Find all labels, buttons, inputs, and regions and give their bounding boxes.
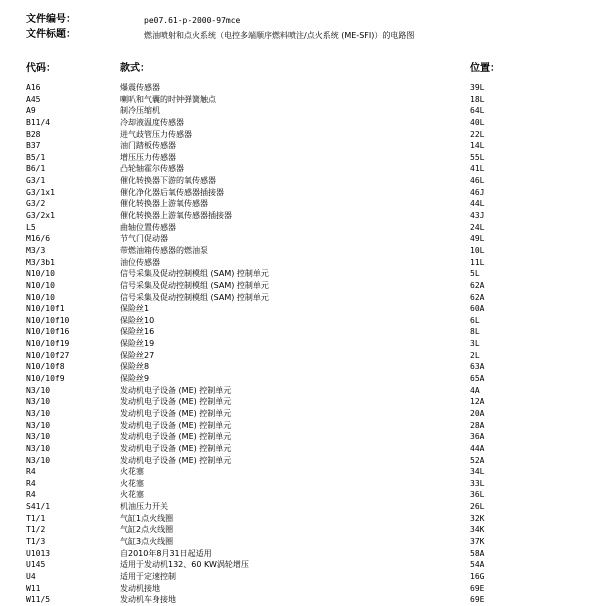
table-row <box>0 326 602 338</box>
component-code: N10/10f1 <box>26 304 65 314</box>
table-row <box>0 257 602 269</box>
component-code: T1/2 <box>26 525 46 535</box>
table-row <box>0 82 602 94</box>
component-position: 22L <box>470 129 485 139</box>
component-position: 69E <box>470 583 485 593</box>
component-description: 火花塞 <box>120 478 144 488</box>
component-description: 保险丝10 <box>120 315 155 325</box>
component-position: 46J <box>470 187 485 197</box>
component-description: 发动机电子设备 (ME) 控制单元 <box>120 385 232 395</box>
component-code: N10/10f27 <box>26 350 70 360</box>
table-row <box>0 292 602 304</box>
component-description: 气缸3点火线圈 <box>120 536 174 546</box>
component-description: 制冷压缩机 <box>120 106 160 116</box>
desc-column-header: 款式： <box>120 63 150 74</box>
component-code: B6/1 <box>26 164 46 174</box>
component-description: 催化转换器上游氧传感器插接器 <box>120 211 232 221</box>
component-position: 4A <box>470 385 480 395</box>
component-description: 发动机电子设备 (ME) 控制单元 <box>120 397 232 407</box>
component-code: B11/4 <box>26 117 51 127</box>
component-position: 49L <box>470 234 485 244</box>
table-row <box>0 501 602 513</box>
component-description: 自2010年8月31日起适用 <box>120 548 212 558</box>
component-description: 发动机接地 <box>120 583 160 593</box>
component-description: 发动机电子设备 (ME) 控制单元 <box>120 420 232 430</box>
component-code: B28 <box>26 129 41 139</box>
component-position: 2L <box>470 350 480 360</box>
table-row <box>0 489 602 501</box>
component-position: 37K <box>470 536 485 546</box>
table-row <box>0 385 602 397</box>
table-row <box>0 594 602 606</box>
component-code: S41/1 <box>26 502 51 512</box>
component-position: 60A <box>470 304 485 314</box>
component-position: 12A <box>470 397 485 407</box>
component-code: A16 <box>26 83 41 92</box>
component-code: U4 <box>26 571 36 581</box>
component-code: R4 <box>26 467 36 477</box>
component-description: 发动机车身接地 <box>120 595 176 605</box>
component-position: 3L <box>470 339 480 349</box>
component-code: B5/1 <box>26 152 46 162</box>
component-description: 火花塞 <box>120 490 144 500</box>
component-description: 保险丝9 <box>120 374 150 384</box>
component-position: 16G <box>470 571 485 581</box>
component-position: 54A <box>470 560 485 570</box>
table-row <box>0 187 602 199</box>
component-description: 爆震传感器 <box>120 83 160 92</box>
component-position: 44A <box>470 443 485 453</box>
table-row <box>0 117 602 129</box>
component-description: 气缸1点火线圈 <box>120 513 174 523</box>
table-row <box>0 175 602 187</box>
table-row <box>0 396 602 408</box>
component-code: A9 <box>26 106 36 116</box>
component-code: G3/1x1 <box>26 187 55 197</box>
component-code: N10/10f8 <box>26 362 65 372</box>
table-row <box>0 466 602 478</box>
component-position: 34L <box>470 467 485 477</box>
component-description: 发动机电子设备 (ME) 控制单元 <box>120 443 232 453</box>
component-position: 26L <box>470 502 485 512</box>
table-row <box>0 548 602 560</box>
component-position: 32K <box>470 513 485 523</box>
table-row <box>0 233 602 245</box>
component-code: W11/5 <box>26 595 51 605</box>
component-description: 信号采集及促动控制模组 (SAM) 控制单元 <box>120 292 269 302</box>
table-row <box>0 140 602 152</box>
table-row <box>0 315 602 327</box>
table-row <box>0 105 602 117</box>
table-row <box>0 94 602 106</box>
component-position: 52A <box>470 455 485 465</box>
table-row <box>0 559 602 571</box>
component-description: 机油压力开关 <box>120 502 168 512</box>
component-description: 发动机电子设备 (ME) 控制单元 <box>120 432 232 442</box>
component-code: M3/3 <box>26 245 46 255</box>
table-row <box>0 455 602 467</box>
component-code: N3/10 <box>26 385 51 395</box>
table-row <box>0 245 602 257</box>
component-position: 8L <box>470 327 480 337</box>
component-position: 33L <box>470 478 485 488</box>
component-position: 46L <box>470 176 485 186</box>
component-code: N10/10 <box>26 269 55 279</box>
component-code: N10/10f19 <box>26 339 70 349</box>
component-description: 催化净化器后氧传感器插接器 <box>120 187 224 197</box>
doc-number-label: 文件编号： <box>26 14 76 25</box>
component-description: 发动机电子设备 (ME) 控制单元 <box>120 455 232 465</box>
component-code: N3/10 <box>26 420 51 430</box>
component-description: 保险丝8 <box>120 362 150 372</box>
component-description: 冷却液温度传感器 <box>120 117 184 127</box>
table-row <box>0 210 602 222</box>
component-code: T1/1 <box>26 513 46 523</box>
component-code: G3/2x1 <box>26 211 55 221</box>
component-description: 催化转换器上游氧传感器 <box>120 199 208 209</box>
component-code: N10/10f16 <box>26 327 70 337</box>
table-row <box>0 420 602 432</box>
component-description: 气缸2点火线圈 <box>120 525 174 535</box>
component-position: 20A <box>470 408 485 418</box>
table-row <box>0 268 602 280</box>
component-position: 5L <box>470 269 480 279</box>
component-code: N10/10 <box>26 280 55 290</box>
table-row <box>0 129 602 141</box>
component-position: 39L <box>470 83 485 92</box>
component-position: 36L <box>470 490 485 500</box>
component-position: 11L <box>470 257 485 267</box>
component-description: 油门踏板传感器 <box>120 141 176 151</box>
component-code: N10/10f10 <box>26 315 70 325</box>
component-position: 36A <box>470 432 485 442</box>
component-description: 进气歧管压力传感器 <box>120 129 192 139</box>
component-position: 65A <box>470 374 485 384</box>
doc-title-label: 文件标题： <box>26 29 76 40</box>
component-code: U1013 <box>26 548 51 558</box>
component-description: 适用于发动机132、60 KW涡轮增压 <box>120 560 249 570</box>
component-description: 保险丝16 <box>120 327 155 337</box>
component-code: N10/10 <box>26 292 55 302</box>
component-position: 34K <box>470 525 485 535</box>
component-description: 催化转换器下游的氧传感器 <box>120 176 216 186</box>
component-code: N10/10f9 <box>26 374 65 384</box>
table-row <box>0 583 602 595</box>
component-code: M16/6 <box>26 234 51 244</box>
component-code: R4 <box>26 490 36 500</box>
table-row <box>0 536 602 548</box>
component-description: 凸轮轴霍尔传感器 <box>120 164 184 174</box>
component-position: 44L <box>470 199 485 209</box>
component-code: B37 <box>26 141 41 151</box>
table-row <box>0 163 602 175</box>
table-row <box>0 524 602 536</box>
component-position: 62A <box>470 280 485 290</box>
table-row <box>0 478 602 490</box>
component-code: R4 <box>26 478 36 488</box>
component-description: 带燃油箱传感器的燃油泵 <box>120 245 208 255</box>
component-description: 节气门促动器 <box>120 234 168 244</box>
table-row <box>0 408 602 420</box>
table-row <box>0 280 602 292</box>
code-column-header: 代码： <box>26 63 56 74</box>
doc-title-value: 燃油喷射和点火系统（电控多端顺序燃料喷注/点火系统 (ME-SFI)）的电路图 <box>144 31 415 40</box>
component-position: 18L <box>470 94 485 104</box>
table-row <box>0 338 602 350</box>
component-code: N3/10 <box>26 443 51 453</box>
component-code: A45 <box>26 94 41 104</box>
component-code: M3/3b1 <box>26 257 55 267</box>
table-row <box>0 222 602 234</box>
component-code: L5 <box>26 222 36 232</box>
table-row <box>0 198 602 210</box>
component-code: G3/2 <box>26 199 46 209</box>
doc-number-value: pe07.61-p-2000-97mce <box>144 16 241 25</box>
component-code: N3/10 <box>26 397 51 407</box>
component-code: U145 <box>26 560 46 570</box>
component-code: G3/1 <box>26 176 46 186</box>
component-description: 火花塞 <box>120 467 144 477</box>
component-position: 24L <box>470 222 485 232</box>
table-row <box>0 361 602 373</box>
component-code: N3/10 <box>26 432 51 442</box>
component-position: 41L <box>470 164 485 174</box>
component-position: 40L <box>470 117 485 127</box>
component-position: 64L <box>470 106 485 116</box>
component-description: 信号采集及促动控制模组 (SAM) 控制单元 <box>120 280 269 290</box>
component-position: 28A <box>470 420 485 430</box>
pos-column-header: 位置： <box>470 63 500 74</box>
component-description: 油位传感器 <box>120 257 160 267</box>
component-code: N3/10 <box>26 455 51 465</box>
component-position: 55L <box>470 152 485 162</box>
component-description: 曲轴位置传感器 <box>120 222 176 232</box>
component-description: 信号采集及促动控制模组 (SAM) 控制单元 <box>120 269 269 279</box>
component-description: 增压压力传感器 <box>120 152 176 162</box>
table-row <box>0 431 602 443</box>
component-description: 适用于定速控制 <box>120 571 176 581</box>
table-row <box>0 373 602 385</box>
component-code: W11 <box>26 583 41 593</box>
component-position: 62A <box>470 292 485 302</box>
component-code: T1/3 <box>26 536 46 546</box>
component-description: 保险丝19 <box>120 339 155 349</box>
table-row <box>0 303 602 315</box>
table-row <box>0 350 602 362</box>
component-position: 14L <box>470 141 485 151</box>
component-position: 58A <box>470 548 485 558</box>
component-description: 喇叭和气囊的时钟弹簧触点 <box>120 94 216 104</box>
table-row <box>0 152 602 164</box>
component-table <box>0 82 602 606</box>
component-position: 10L <box>470 245 485 255</box>
table-row <box>0 443 602 455</box>
component-position: 63A <box>470 362 485 372</box>
component-description: 发动机电子设备 (ME) 控制单元 <box>120 408 232 418</box>
component-description: 保险丝1 <box>120 304 150 314</box>
component-code: N3/10 <box>26 408 51 418</box>
component-position: 6L <box>470 315 480 325</box>
table-row <box>0 571 602 583</box>
component-position: 43J <box>470 211 485 221</box>
component-description: 保险丝27 <box>120 350 155 360</box>
table-row <box>0 513 602 525</box>
component-position: 69E <box>470 595 485 605</box>
